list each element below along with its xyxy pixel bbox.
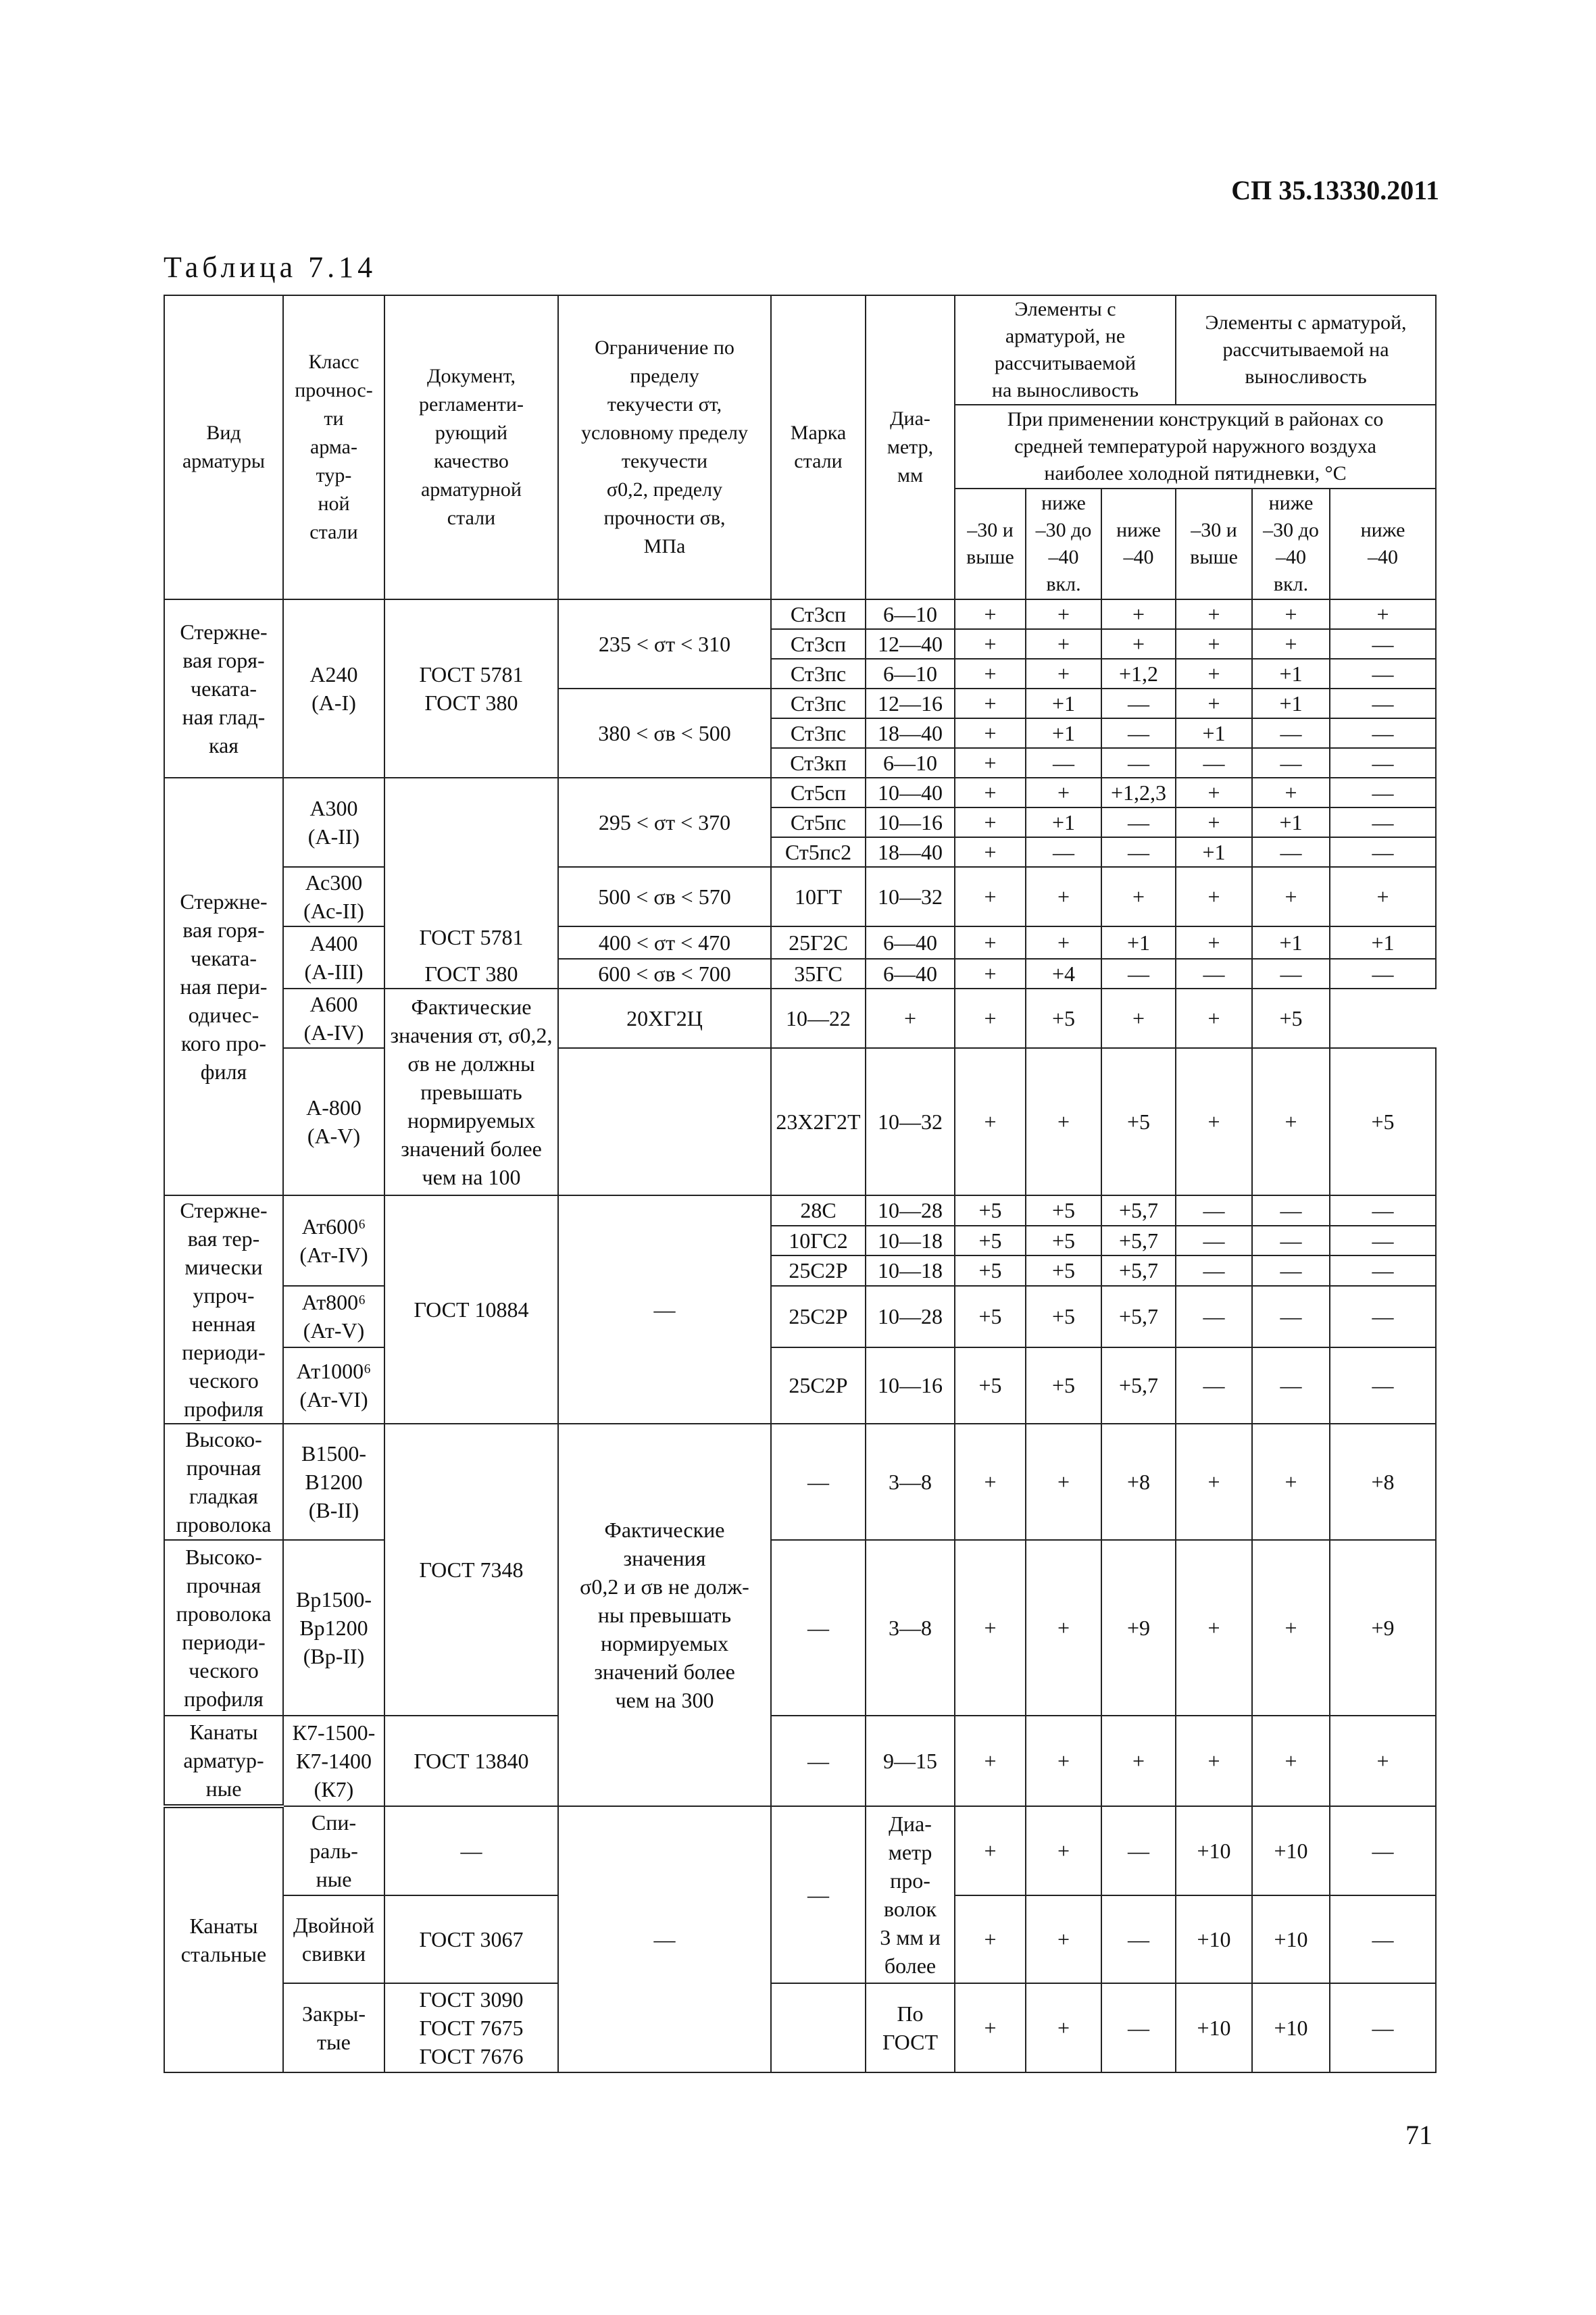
steel-table	[164, 295, 1437, 2073]
strength-class: К7-1500- К7-1400 (К7)	[283, 1716, 384, 1806]
mark-cell: —	[1101, 718, 1176, 748]
strength-class: Ат800⁶ (Ат-V)	[283, 1286, 384, 1347]
mark-cell: +4	[1026, 959, 1101, 989]
strength-class: А600 (А-IV)	[283, 989, 384, 1048]
col-header-vid: Вид арматуры	[164, 295, 283, 599]
diameter: 10—22	[771, 989, 866, 1048]
diameter: 6—10	[866, 659, 955, 689]
strength-class: Ат600⁶ (Ат-IV)	[283, 1195, 384, 1286]
mark-cell: +5	[955, 1255, 1026, 1286]
mark-cell: +5,7	[1101, 1195, 1176, 1226]
diameter: 10—18	[866, 1226, 955, 1256]
mark-cell: +	[955, 1424, 1026, 1540]
steel-grade: 10ГТ	[771, 867, 866, 926]
mark-cell: +	[1252, 867, 1330, 926]
table-row	[164, 1286, 1436, 1347]
limit-actual: Фактические значения σ0,2 и σв не долж- ны превышать нормируемых значений более чем на 300	[558, 1424, 771, 1806]
mark-cell: +	[1176, 689, 1252, 718]
standard-doc: ГОСТ 7348	[384, 1424, 558, 1716]
mark-cell: +5	[1026, 1286, 1101, 1347]
steel-grade: —	[771, 1424, 866, 1540]
steel-grade: Ст3сп	[771, 629, 866, 659]
steel-grade: 28С	[771, 1195, 866, 1226]
mark-cell: +5	[1026, 1195, 1101, 1226]
mark-cell: +5,7	[1101, 1255, 1176, 1286]
mark-cell: —	[1330, 1895, 1436, 1983]
mark-cell: +	[1026, 1540, 1101, 1716]
standard-doc: ГОСТ 3067	[384, 1895, 558, 1983]
mark-cell: +	[1252, 599, 1330, 629]
table-row	[164, 867, 1436, 926]
mark-cell: +5	[955, 1286, 1026, 1347]
col-header-t1: –30 и выше	[955, 489, 1026, 599]
mark-cell: —	[1252, 748, 1330, 778]
standard-doc: —	[384, 1806, 558, 1895]
mark-cell: +10	[1252, 1806, 1330, 1895]
strength-class: Вр1500- Вр1200 (Вр-II)	[283, 1540, 384, 1716]
diameter: 18—40	[866, 837, 955, 867]
table-caption: Таблица 7.14	[164, 251, 377, 284]
mark-cell: —	[1330, 1195, 1436, 1226]
rebar-type-smooth: Стержне- вая горя- чеката- ная глад- кая	[164, 599, 283, 778]
mark-cell: +	[1026, 926, 1101, 959]
mark-cell: +10	[1252, 1895, 1330, 1983]
doc-empty	[558, 1048, 771, 1195]
mark-cell: +	[955, 718, 1026, 748]
mark-cell: —	[1330, 1226, 1436, 1256]
mark-cell: +	[955, 807, 1026, 837]
diameter: 10—32	[866, 1048, 955, 1195]
diameter: По ГОСТ	[866, 1983, 955, 2072]
mark-cell: —	[1330, 807, 1436, 837]
table-row	[164, 926, 1436, 959]
strength-class: Ас300 (Ас-II)	[283, 867, 384, 926]
strength-class: Закры- тые	[283, 1983, 384, 2072]
mark-cell: +	[955, 959, 1026, 989]
col-header-doc: Документ, регламенти- рующий качество арматурной стали	[384, 295, 558, 599]
mark-cell: —	[1176, 1195, 1252, 1226]
strength-class: А-800 (А-V)	[283, 1048, 384, 1195]
steel-grade: Ст3пс	[771, 659, 866, 689]
mark-cell: +	[955, 1540, 1026, 1716]
mark-cell: +	[1101, 599, 1176, 629]
steel-grade: 20ХГ2Ц	[558, 989, 771, 1048]
table-row	[164, 778, 1436, 807]
mark-cell: +5	[1026, 1347, 1101, 1424]
standard-doc: ГОСТ 3090 ГОСТ 7675 ГОСТ 7676	[384, 1983, 558, 2072]
mark-cell: +	[1176, 659, 1252, 689]
mark-cell: +	[1252, 1048, 1330, 1195]
mark-cell: +	[1330, 599, 1436, 629]
strength-class: Ат1000⁶ (Ат-VI)	[283, 1347, 384, 1424]
mark-cell: +	[1026, 629, 1101, 659]
steel-grade: Ст3пс	[771, 689, 866, 718]
mark-cell: —	[1252, 1347, 1330, 1424]
mark-cell: +	[1252, 1424, 1330, 1540]
diameter: 6—40	[866, 959, 955, 989]
mark-cell: —	[1026, 837, 1101, 867]
mark-cell: +	[1176, 989, 1252, 1048]
steel-grade: 35ГС	[771, 959, 866, 989]
mark-cell: —	[1252, 1286, 1330, 1347]
mark-cell: +	[1176, 867, 1252, 926]
mark-cell: +	[1101, 1716, 1176, 1806]
mark-cell: +	[1176, 807, 1252, 837]
mark-cell: +	[955, 1895, 1026, 1983]
mark-cell: +1	[1101, 926, 1176, 959]
standard-doc-5781: ГОСТ 5781	[419, 925, 524, 949]
limit-strength: 380 < σв < 500	[558, 689, 771, 778]
mark-cell: +10	[1176, 1806, 1252, 1895]
diameter: 12—40	[866, 629, 955, 659]
table-row	[164, 989, 1436, 1048]
mark-cell: +	[1101, 629, 1176, 659]
standard-doc: ГОСТ 5781 ГОСТ 380	[384, 599, 558, 778]
document-code: СП 35.13330.2011	[1231, 175, 1439, 205]
mark-cell: +	[1026, 659, 1101, 689]
limit-strength: 600 < σв < 700	[558, 959, 771, 989]
mark-cell: +1	[1176, 718, 1252, 748]
mark-cell: +5	[1026, 1226, 1101, 1256]
limit-yield: 400 < σт < 470	[558, 926, 771, 959]
mark-cell: —	[1252, 718, 1330, 748]
table-row	[164, 1424, 1436, 1540]
mark-cell: +5,7	[1101, 1286, 1176, 1347]
mark-cell: +	[1176, 599, 1252, 629]
strength-class: А240 (А-I)	[283, 599, 384, 778]
mark-cell: —	[1026, 748, 1101, 778]
mark-cell: +	[1252, 778, 1330, 807]
rebar-type-rebar-ropes: Канаты арматур- ные	[164, 1716, 283, 1806]
mark-cell: +	[1176, 1048, 1252, 1195]
strength-class: А400 (А-III)	[283, 926, 384, 989]
diameter: 6—40	[866, 926, 955, 959]
strength-class: Спи- раль- ные	[283, 1806, 384, 1895]
mark-cell: +8	[1101, 1424, 1176, 1540]
mark-cell: —	[1176, 1347, 1252, 1424]
mark-cell: —	[1330, 1286, 1436, 1347]
header-row-1	[164, 295, 1436, 405]
mark-cell: +1,2,3	[1101, 778, 1176, 807]
mark-cell: +1	[1252, 659, 1330, 689]
col-header-limit: Ограничение по пределу текучести σт, условному пределу текучести σ0,2, пределу прочности σв, МПа	[558, 295, 771, 599]
mark-cell: —	[1101, 807, 1176, 837]
mark-cell: +	[1252, 629, 1330, 659]
mark-cell: —	[1252, 959, 1330, 989]
mark-cell: +	[1101, 989, 1176, 1048]
limit-none: —	[558, 1195, 771, 1424]
mark-cell: —	[1101, 959, 1176, 989]
mark-cell: —	[1252, 837, 1330, 867]
mark-cell: +	[866, 989, 955, 1048]
col-header-marka: Марка стали	[771, 295, 866, 599]
mark-cell: +	[1026, 778, 1101, 807]
col-header-t3: ниже –40	[1101, 489, 1176, 599]
mark-cell: —	[1330, 718, 1436, 748]
steel-grade: —	[771, 1716, 866, 1806]
strength-class: В1500- В1200 (В-II)	[283, 1424, 384, 1540]
mark-cell: +5	[1101, 1048, 1176, 1195]
table-row	[164, 1347, 1436, 1424]
mark-cell: —	[1176, 959, 1252, 989]
mark-cell: +	[1330, 867, 1436, 926]
standard-doc: ГОСТ 10884	[384, 1195, 558, 1424]
diameter: Диа- метр про- волок 3 мм и более	[866, 1806, 955, 1983]
mark-cell: +	[1026, 1048, 1101, 1195]
diameter: 18—40	[866, 718, 955, 748]
mark-cell: +	[1026, 1716, 1101, 1806]
col-header-regions: При применении конструкций в районах со средней температурой наружного воздуха наиболее холодной пятидневки, °С	[955, 405, 1436, 489]
mark-cell: +	[955, 867, 1026, 926]
limit-actual: Фактические значения σт, σ0,2, σв не должны превышать нормируемых значений более чем на 100	[384, 989, 558, 1195]
standard-doc: ГОСТ 13840	[384, 1716, 558, 1806]
mark-cell: —	[1330, 689, 1436, 718]
mark-cell: +5	[955, 1347, 1026, 1424]
limit-strength: 500 < σв < 570	[558, 867, 771, 926]
mark-cell: —	[1252, 1226, 1330, 1256]
steel-grade: 25С2Р	[771, 1286, 866, 1347]
mark-cell: +5,7	[1101, 1226, 1176, 1256]
mark-cell: +9	[1101, 1540, 1176, 1716]
diameter: 3—8	[866, 1540, 955, 1716]
mark-cell: —	[1176, 1226, 1252, 1256]
col-header-t5: ниже –30 до –40 вкл.	[1252, 489, 1330, 599]
standard-doc	[384, 778, 558, 989]
table-row	[164, 1806, 1436, 1895]
mark-cell: +	[955, 926, 1026, 959]
mark-cell: +	[955, 1806, 1026, 1895]
steel-grade: 25Г2С	[771, 926, 866, 959]
mark-cell: —	[1176, 748, 1252, 778]
mark-cell: —	[1330, 629, 1436, 659]
mark-cell: +	[1252, 1716, 1330, 1806]
mark-cell: +5,7	[1101, 1347, 1176, 1424]
mark-cell: +	[1026, 1424, 1101, 1540]
table-row	[164, 1540, 1436, 1716]
mark-cell: +10	[1176, 1983, 1252, 2072]
mark-cell: +1	[1252, 807, 1330, 837]
mark-cell: +5	[1252, 989, 1330, 1048]
rebar-type-periodic-wire: Высоко- прочная проволока периоди- ческого профиля	[164, 1540, 283, 1716]
mark-cell: +	[1252, 1540, 1330, 1716]
table-row	[164, 1195, 1436, 1226]
mark-cell: +	[1176, 1540, 1252, 1716]
mark-cell: +	[955, 748, 1026, 778]
mark-cell: +1	[1026, 718, 1101, 748]
mark-cell: +	[955, 989, 1026, 1048]
mark-cell: +	[955, 629, 1026, 659]
rebar-type-smooth-wire: Высоко- прочная гладкая проволока	[164, 1424, 283, 1540]
mark-cell: +	[955, 837, 1026, 867]
mark-cell: —	[1330, 1806, 1436, 1895]
mark-cell: +	[955, 1983, 1026, 2072]
rebar-type-periodic: Стержне- вая горя- чеката- ная пери- одичес- кого про- филя	[164, 778, 283, 1195]
mark-cell: +1	[1330, 926, 1436, 959]
col-header-group-fatigue: Элементы с арматурой, рассчитываемой на выносливость	[1176, 295, 1436, 405]
mark-cell: —	[1101, 689, 1176, 718]
mark-cell: —	[1330, 659, 1436, 689]
mark-cell: +	[1176, 1424, 1252, 1540]
diameter: 10—40	[866, 778, 955, 807]
diameter: 3—8	[866, 1424, 955, 1540]
table-row	[164, 599, 1436, 629]
rebar-type-steel-ropes: Канаты стальные	[164, 1806, 283, 2072]
diameter: 10—16	[866, 807, 955, 837]
mark-cell: —	[1330, 748, 1436, 778]
diameter: 10—28	[866, 1195, 955, 1226]
mark-cell: +1	[1252, 689, 1330, 718]
col-header-klass: Класс прочнос- ти арма- тур- ной стали	[283, 295, 384, 599]
diameter: 10—18	[866, 1255, 955, 1286]
steel-grade: Ст3пс	[771, 718, 866, 748]
diameter: 10—28	[866, 1286, 955, 1347]
steel-grade-empty	[771, 1983, 866, 2072]
mark-cell: +10	[1176, 1895, 1252, 1983]
mark-cell: +	[1176, 1716, 1252, 1806]
standard-doc-380: ГОСТ 380	[424, 962, 518, 986]
mark-cell: —	[1101, 748, 1176, 778]
mark-cell: +	[955, 599, 1026, 629]
strength-class: А300 (А-II)	[283, 778, 384, 867]
mark-cell: +	[1330, 1716, 1436, 1806]
steel-grade: Ст3сп	[771, 599, 866, 629]
col-header-t6: ниже –40	[1330, 489, 1436, 599]
steel-grade: 25С2Р	[771, 1255, 866, 1286]
steel-grade: Ст5пс	[771, 807, 866, 837]
mark-cell: +5	[1026, 989, 1101, 1048]
table-row	[164, 1716, 1436, 1806]
steel-grade: Ст5пс2	[771, 837, 866, 867]
mark-cell: —	[1330, 837, 1436, 867]
mark-cell: +9	[1330, 1540, 1436, 1716]
mark-cell: +	[1026, 1895, 1101, 1983]
limit-yield: 235 < σт < 310	[558, 599, 771, 689]
diameter: 6—10	[866, 748, 955, 778]
mark-cell: +	[1026, 867, 1101, 926]
steel-grade: 23Х2Г2Т	[771, 1048, 866, 1195]
col-header-t4: –30 и выше	[1176, 489, 1252, 599]
limit-none: —	[558, 1806, 771, 2072]
steel-grade: —	[771, 1806, 866, 1983]
mark-cell: —	[1101, 837, 1176, 867]
mark-cell: +	[1101, 867, 1176, 926]
mark-cell: +1,2	[1101, 659, 1176, 689]
mark-cell: —	[1176, 1286, 1252, 1347]
mark-cell: —	[1252, 1195, 1330, 1226]
col-header-diam: Диа- метр, мм	[866, 295, 955, 599]
mark-cell: +	[955, 659, 1026, 689]
diameter: 6—10	[866, 599, 955, 629]
mark-cell: +	[955, 689, 1026, 718]
limit-yield: 295 < σт < 370	[558, 778, 771, 867]
mark-cell: +	[1026, 1983, 1101, 2072]
mark-cell: +	[1176, 629, 1252, 659]
col-header-group-no-fatigue: Элементы с арматурой, не рассчитываемой на выносливость	[955, 295, 1176, 405]
mark-cell: +	[1176, 778, 1252, 807]
mark-cell: —	[1330, 1983, 1436, 2072]
mark-cell: +10	[1252, 1983, 1330, 2072]
steel-grade: —	[771, 1540, 866, 1716]
mark-cell: —	[1101, 1806, 1176, 1895]
diameter: 10—16	[866, 1347, 955, 1424]
mark-cell: +5	[1026, 1255, 1101, 1286]
mark-cell: +5	[955, 1226, 1026, 1256]
mark-cell: —	[1330, 959, 1436, 989]
steel-grade: 10ГС2	[771, 1226, 866, 1256]
mark-cell: —	[1176, 1255, 1252, 1286]
rebar-type-thermal: Стержне- вая тер- мически упроч- ненная периоди- ческого профиля	[164, 1195, 283, 1424]
mark-cell: —	[1330, 1347, 1436, 1424]
mark-cell: +5	[955, 1195, 1026, 1226]
steel-grade: Ст3кп	[771, 748, 866, 778]
mark-cell: —	[1252, 1255, 1330, 1286]
mark-cell: +	[955, 778, 1026, 807]
mark-cell: +	[1026, 599, 1101, 629]
mark-cell: +1	[1252, 926, 1330, 959]
mark-cell: —	[1330, 1255, 1436, 1286]
mark-cell: +	[1026, 1806, 1101, 1895]
mark-cell: +	[955, 1716, 1026, 1806]
mark-cell: +8	[1330, 1424, 1436, 1540]
mark-cell: —	[1101, 1895, 1176, 1983]
mark-cell: +	[1176, 926, 1252, 959]
table-row	[164, 1048, 1436, 1195]
mark-cell: +1	[1026, 807, 1101, 837]
diameter: 9—15	[866, 1716, 955, 1806]
mark-cell: —	[1330, 778, 1436, 807]
strength-class: Двойной свивки	[283, 1895, 384, 1983]
steel-grade: Ст5сп	[771, 778, 866, 807]
mark-cell: +	[955, 1048, 1026, 1195]
diameter: 12—16	[866, 689, 955, 718]
mark-cell: +1	[1176, 837, 1252, 867]
steel-grade: 25С2Р	[771, 1347, 866, 1424]
page-number: 71	[1405, 2120, 1432, 2150]
diameter: 10—32	[866, 867, 955, 926]
mark-cell: +5	[1330, 1048, 1436, 1195]
mark-cell: +1	[1026, 689, 1101, 718]
mark-cell: —	[1101, 1983, 1176, 2072]
table-row	[164, 1983, 1436, 2072]
col-header-t2: ниже –30 до –40 вкл.	[1026, 489, 1101, 599]
